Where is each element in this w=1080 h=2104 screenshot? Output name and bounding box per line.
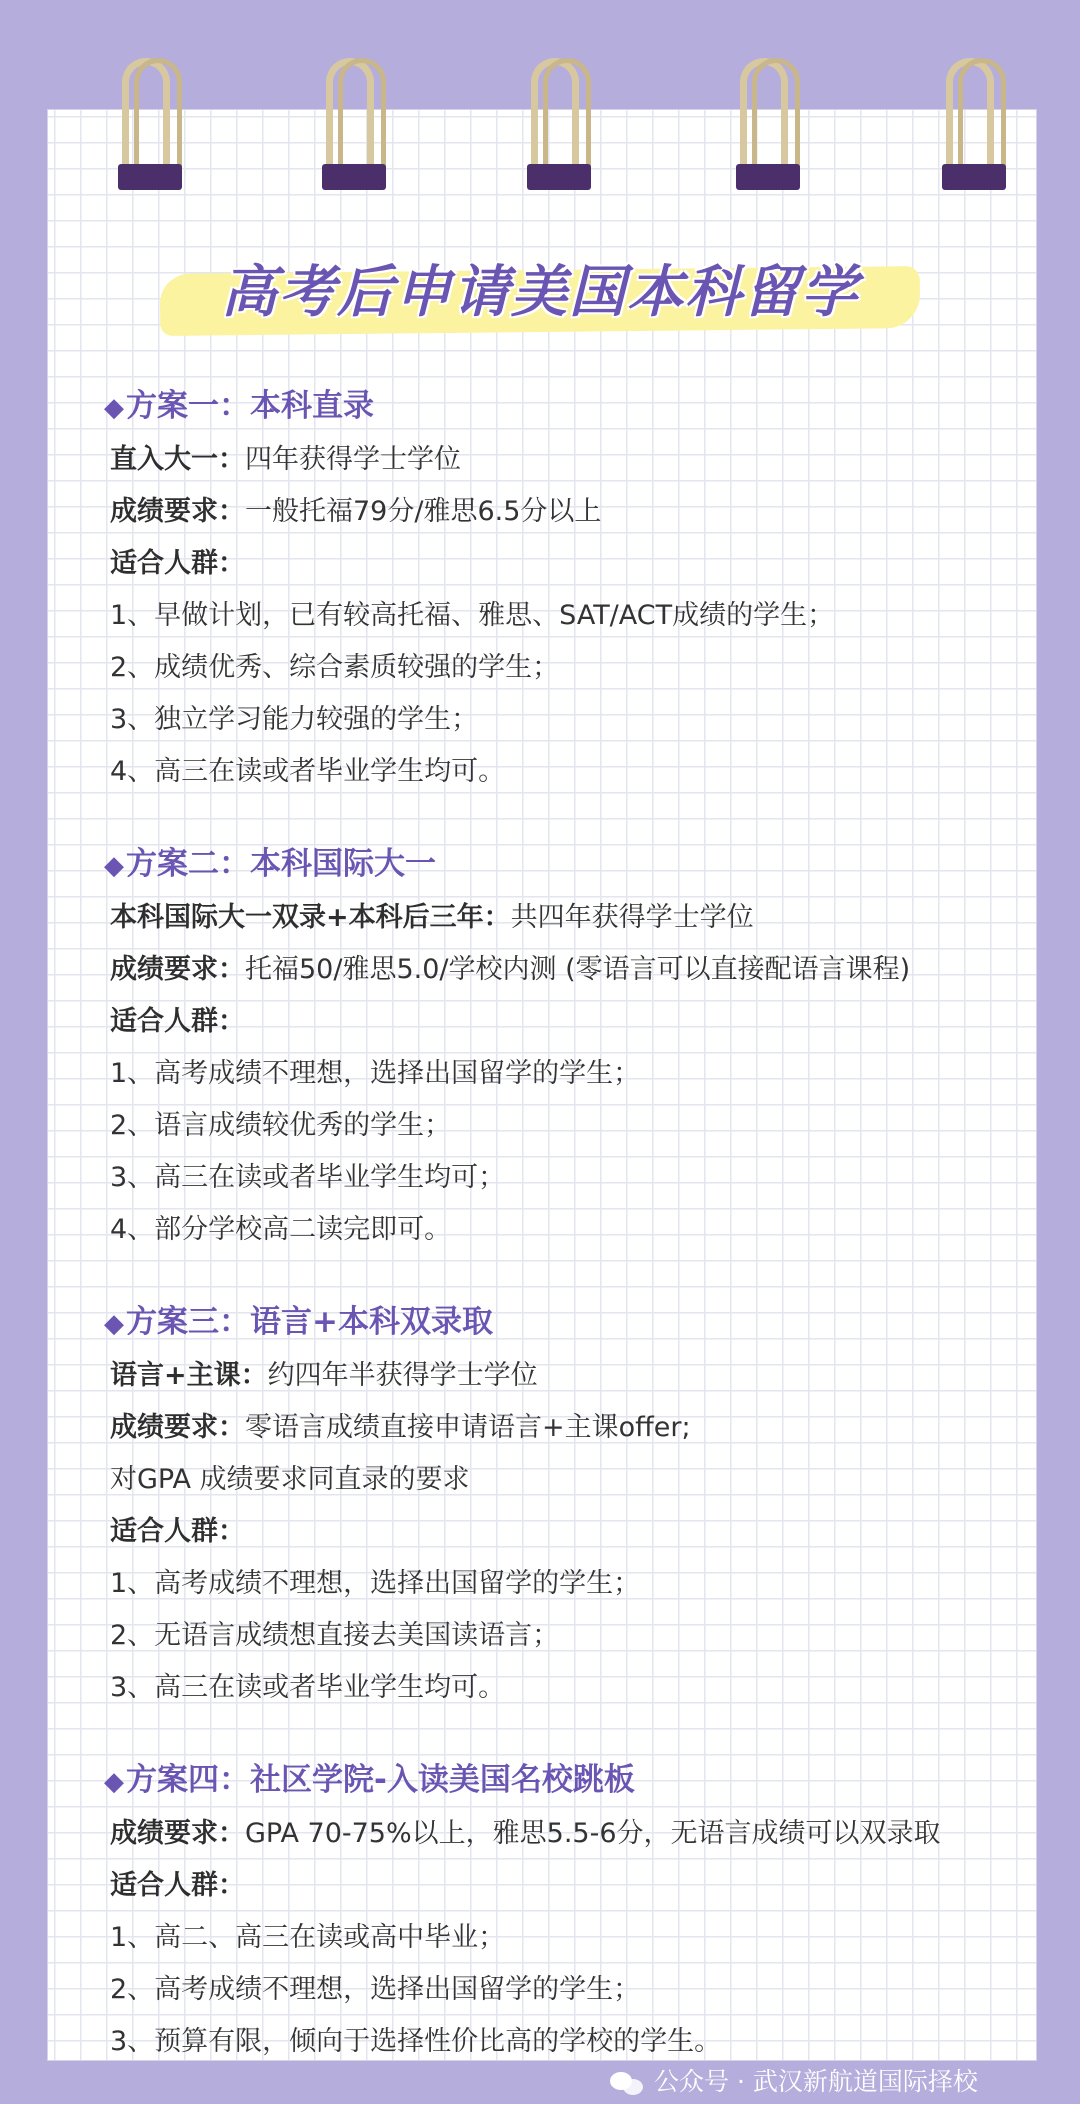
line-text: 2、成绩优秀、综合素质较强的学生； <box>110 652 560 683</box>
text-line <box>110 1558 1010 1610</box>
section-heading <box>104 1752 1010 1808</box>
binder-ring-icon <box>736 58 796 190</box>
text-line <box>110 1152 1010 1204</box>
line-text: 4、部分学校高二读完即可。 <box>110 1214 452 1245</box>
text-line <box>110 1912 1010 1964</box>
title-block <box>160 240 920 340</box>
text-line <box>110 746 1010 798</box>
text-line <box>110 1662 1010 1714</box>
content-area <box>104 378 1010 2068</box>
line-key: 本科国际大一双录+本科后三年： <box>110 902 511 933</box>
text-line <box>110 694 1010 746</box>
text-line <box>110 642 1010 694</box>
line-key: 语言+主课： <box>110 1360 268 1391</box>
footer-credit <box>610 2060 978 2104</box>
line-text: 1、早做计划，已有较高托福、雅思、SAT/ACT成绩的学生； <box>110 600 835 631</box>
text-line <box>110 1506 1010 1558</box>
wechat-icon <box>610 2070 646 2096</box>
line-text: 约四年半获得学士学位 <box>267 1360 538 1391</box>
line-text: 3、高三在读或者毕业学生均可。 <box>110 1672 506 1703</box>
line-key: 适合人群： <box>110 1006 245 1037</box>
binder-ring-icon <box>942 58 1002 190</box>
line-key: 直入大一： <box>110 444 245 475</box>
text-line <box>110 1860 1010 1912</box>
section-heading <box>104 836 1010 892</box>
line-text: 4、高三在读或者毕业学生均可。 <box>110 756 506 787</box>
line-key: 适合人群： <box>110 548 245 579</box>
plan-section <box>104 378 1010 798</box>
line-text: 3、高三在读或者毕业学生均可； <box>110 1162 506 1193</box>
line-text: 2、语言成绩较优秀的学生； <box>110 1110 452 1141</box>
section-heading-text: 方案一：本科直录 <box>126 388 374 424</box>
diamond-icon: ◆ <box>104 1309 124 1339</box>
plan-section <box>104 1752 1010 2068</box>
diamond-icon: ◆ <box>104 393 124 423</box>
text-line <box>110 1350 1010 1402</box>
plan-section <box>104 836 1010 1256</box>
text-line <box>110 1204 1010 1256</box>
text-line <box>110 1454 1010 1506</box>
section-heading <box>104 1294 1010 1350</box>
line-text: 一般托福79分/雅思6.5分以上 <box>245 496 602 527</box>
line-key: 成绩要求： <box>110 1818 245 1849</box>
text-line <box>110 1100 1010 1152</box>
text-line <box>110 1964 1010 2016</box>
footer-text: 公众号 · 武汉新航道国际择校 <box>654 2067 978 2096</box>
line-text: 1、高考成绩不理想，选择出国留学的学生； <box>110 1568 641 1599</box>
line-text: 共四年获得学士学位 <box>510 902 754 933</box>
line-key: 适合人群： <box>110 1870 245 1901</box>
line-text: 托福50/雅思5.0/学校内测 (零语言可以直接配语言课程) <box>245 954 911 985</box>
page-title: 高考后申请美国本科留学 <box>221 260 859 325</box>
section-heading-text: 方案二：本科国际大一 <box>126 846 436 882</box>
text-line <box>110 590 1010 642</box>
text-line <box>110 1610 1010 1662</box>
line-text: 对GPA 成绩要求同直录的要求 <box>110 1464 470 1495</box>
text-line <box>110 434 1010 486</box>
binder-ring-icon <box>322 58 382 190</box>
line-text: 3、独立学习能力较强的学生； <box>110 704 479 735</box>
text-line <box>110 996 1010 1048</box>
text-line <box>110 1808 1010 1860</box>
binder-ring-icon <box>118 58 178 190</box>
line-text: 零语言成绩直接申请语言+主课offer; <box>245 1412 691 1443</box>
line-key: 成绩要求： <box>110 496 245 527</box>
diamond-icon: ◆ <box>104 851 124 881</box>
text-line <box>110 1048 1010 1100</box>
text-line <box>110 1402 1010 1454</box>
line-text: 1、高考成绩不理想，选择出国留学的学生； <box>110 1058 641 1089</box>
line-key: 成绩要求： <box>110 1412 245 1443</box>
section-heading-text: 方案四：社区学院-入读美国名校跳板 <box>126 1762 635 1798</box>
plan-section <box>104 1294 1010 1714</box>
text-line <box>110 538 1010 590</box>
line-text: 四年获得学士学位 <box>245 444 461 475</box>
line-text: GPA 70-75%以上，雅思5.5-6分，无语言成绩可以双录取 <box>245 1818 941 1849</box>
diamond-icon: ◆ <box>104 1767 124 1797</box>
binder-ring-icon <box>527 58 587 190</box>
section-heading-text: 方案三：语言+本科双录取 <box>126 1304 493 1340</box>
section-heading <box>104 378 1010 434</box>
line-key: 适合人群： <box>110 1516 245 1547</box>
line-key: 成绩要求： <box>110 954 245 985</box>
text-line <box>110 892 1010 944</box>
line-text: 2、高考成绩不理想，选择出国留学的学生； <box>110 1974 641 2005</box>
text-line <box>110 486 1010 538</box>
line-text: 1、高二、高三在读或高中毕业； <box>110 1922 506 1953</box>
line-text: 3、预算有限，倾向于选择性价比高的学校的学生。 <box>110 2026 722 2057</box>
line-text: 2、无语言成绩想直接去美国读语言； <box>110 1620 560 1651</box>
text-line <box>110 944 1010 996</box>
